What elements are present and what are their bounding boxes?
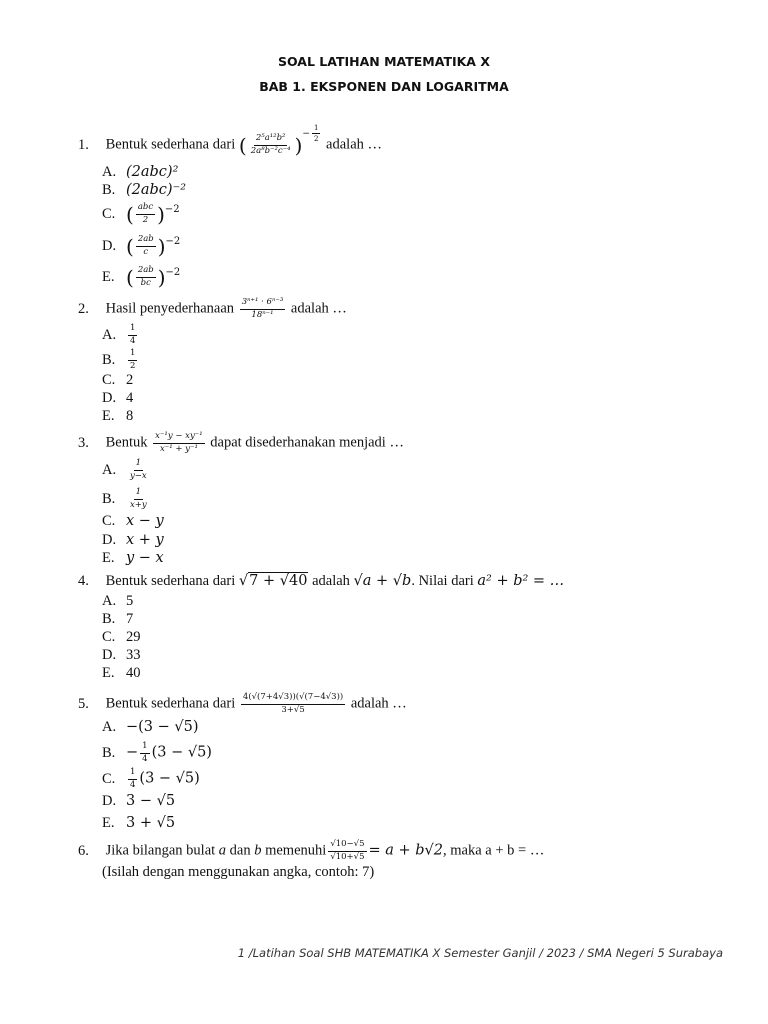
option-1d: D. ( $\frac{2ab}{c}$ )$^{-2}$ [102,234,181,259]
question-1-fraction: $\frac{\text{2⁵a¹²b²}}{\text{2a⁸b⁻²c⁻⁴}}$ [250,133,291,156]
question-5: 5. Bentuk sederhana dari $\frac{4(√(7+4√3))(√(7-4√3))}{3+√5}$ adalah … [78,692,407,715]
question-6-fraction: $\frac{√10-√5}{√10+√5}$ [330,839,365,862]
question-3-fraction: $\frac{\text{x⁻¹y − xy⁻¹}}{\text{x⁻¹ + y⁻¹}}$ [155,431,203,454]
option-3e: E. y − x [102,550,164,566]
option-5e: E. 3 + √5 [102,815,176,831]
option-5a: A. −(3 − √5) [102,719,199,735]
question-2-fraction: $\frac{\text{3ⁿ⁺¹ · 6ⁿ⁻³}}{\text{18ⁿ⁻¹}}$ [241,297,284,320]
page-title: SOAL LATIHAN MATEMATIKA X [278,54,490,69]
option-5b: B. − $\frac{1}{4}$ (3 − √5) [102,741,212,764]
option-3a: A. $\frac{1}{y-x}$ [102,458,147,481]
question-3: 3. Bentuk $\frac{\text{x⁻¹y − xy⁻¹}}{\text{x⁻¹ + y⁻¹}}$ dapat disederhanakan menjadi … [78,431,404,454]
question-4: 4. Bentuk sederhana dari √7 + √40 adalah √a + √b. Nilai dari a² + b² = … [78,573,565,589]
question-1-prefix: Bentuk sederhana dari [105,136,236,153]
option-1a: A. (2abc)² [102,164,179,180]
option-2a: A. $\frac{1}{4}$ [102,323,136,346]
option-3b: B. $\frac{1}{x+y}$ [102,487,147,510]
question-5-fraction: $\frac{4(√(7+4√3))(√(7-4√3))}{3+√5}$ [242,692,344,715]
option-2b: B. $\frac{1}{2}$ [102,348,136,371]
question-6: 6. Jika bilangan bulat a dan b memenuhi $\frac{√10-√5}{√10+√5}$ = a + b√2, maka a + b = … [78,839,545,862]
option-2e: E. 8 [102,408,134,424]
option-5d: D. 3 − √5 [102,793,176,809]
question-6-note: (Isilah dengan menggunakan angka, contoh: 7) [102,864,375,880]
option-4a: A. 5 [102,593,134,609]
option-4e: E. 40 [102,665,141,681]
question-2: 2. Hasil penyederhanaan $\frac{\text{3ⁿ⁺¹ · 6ⁿ⁻³}}{\text{18ⁿ⁻¹}}$ adalah … [78,297,347,320]
option-2c: C. 2 [102,372,134,388]
option-3c: C. x − y [102,513,164,529]
option-5c: C. $\frac{1}{4}$ (3 − √5) [102,767,200,790]
option-4d: D. 33 [102,647,141,663]
option-4b: B. 7 [102,611,134,627]
option-2d: D. 4 [102,390,134,406]
option-3d: D. x + y [102,532,164,548]
option-1c: C. ( $\frac{\text{abc}}{2}$ )$^{-2}$ [102,202,180,227]
option-1e: E. ( $\frac{2ab}{bc}$ )$^{-2}$ [102,265,181,290]
page-subtitle: BAB 1. EKSPONEN DAN LOGARITMA [259,79,509,94]
question-1: 1. Bentuk sederhana dari ( $\frac{\text{2⁵a¹²b²}}{\text{2a⁸b⁻²c⁻⁴}}$ )− $\frac{1}{2}$ adalah … [78,124,383,158]
option-1b: B. (2abc)⁻² [102,182,187,198]
option-4c: C. 29 [102,629,141,645]
page-footer: 1 /Latihan Soal SHB MATEMATIKA X Semester Ganjil / 2023 / SMA Negeri 5 Surabaya [237,946,723,960]
